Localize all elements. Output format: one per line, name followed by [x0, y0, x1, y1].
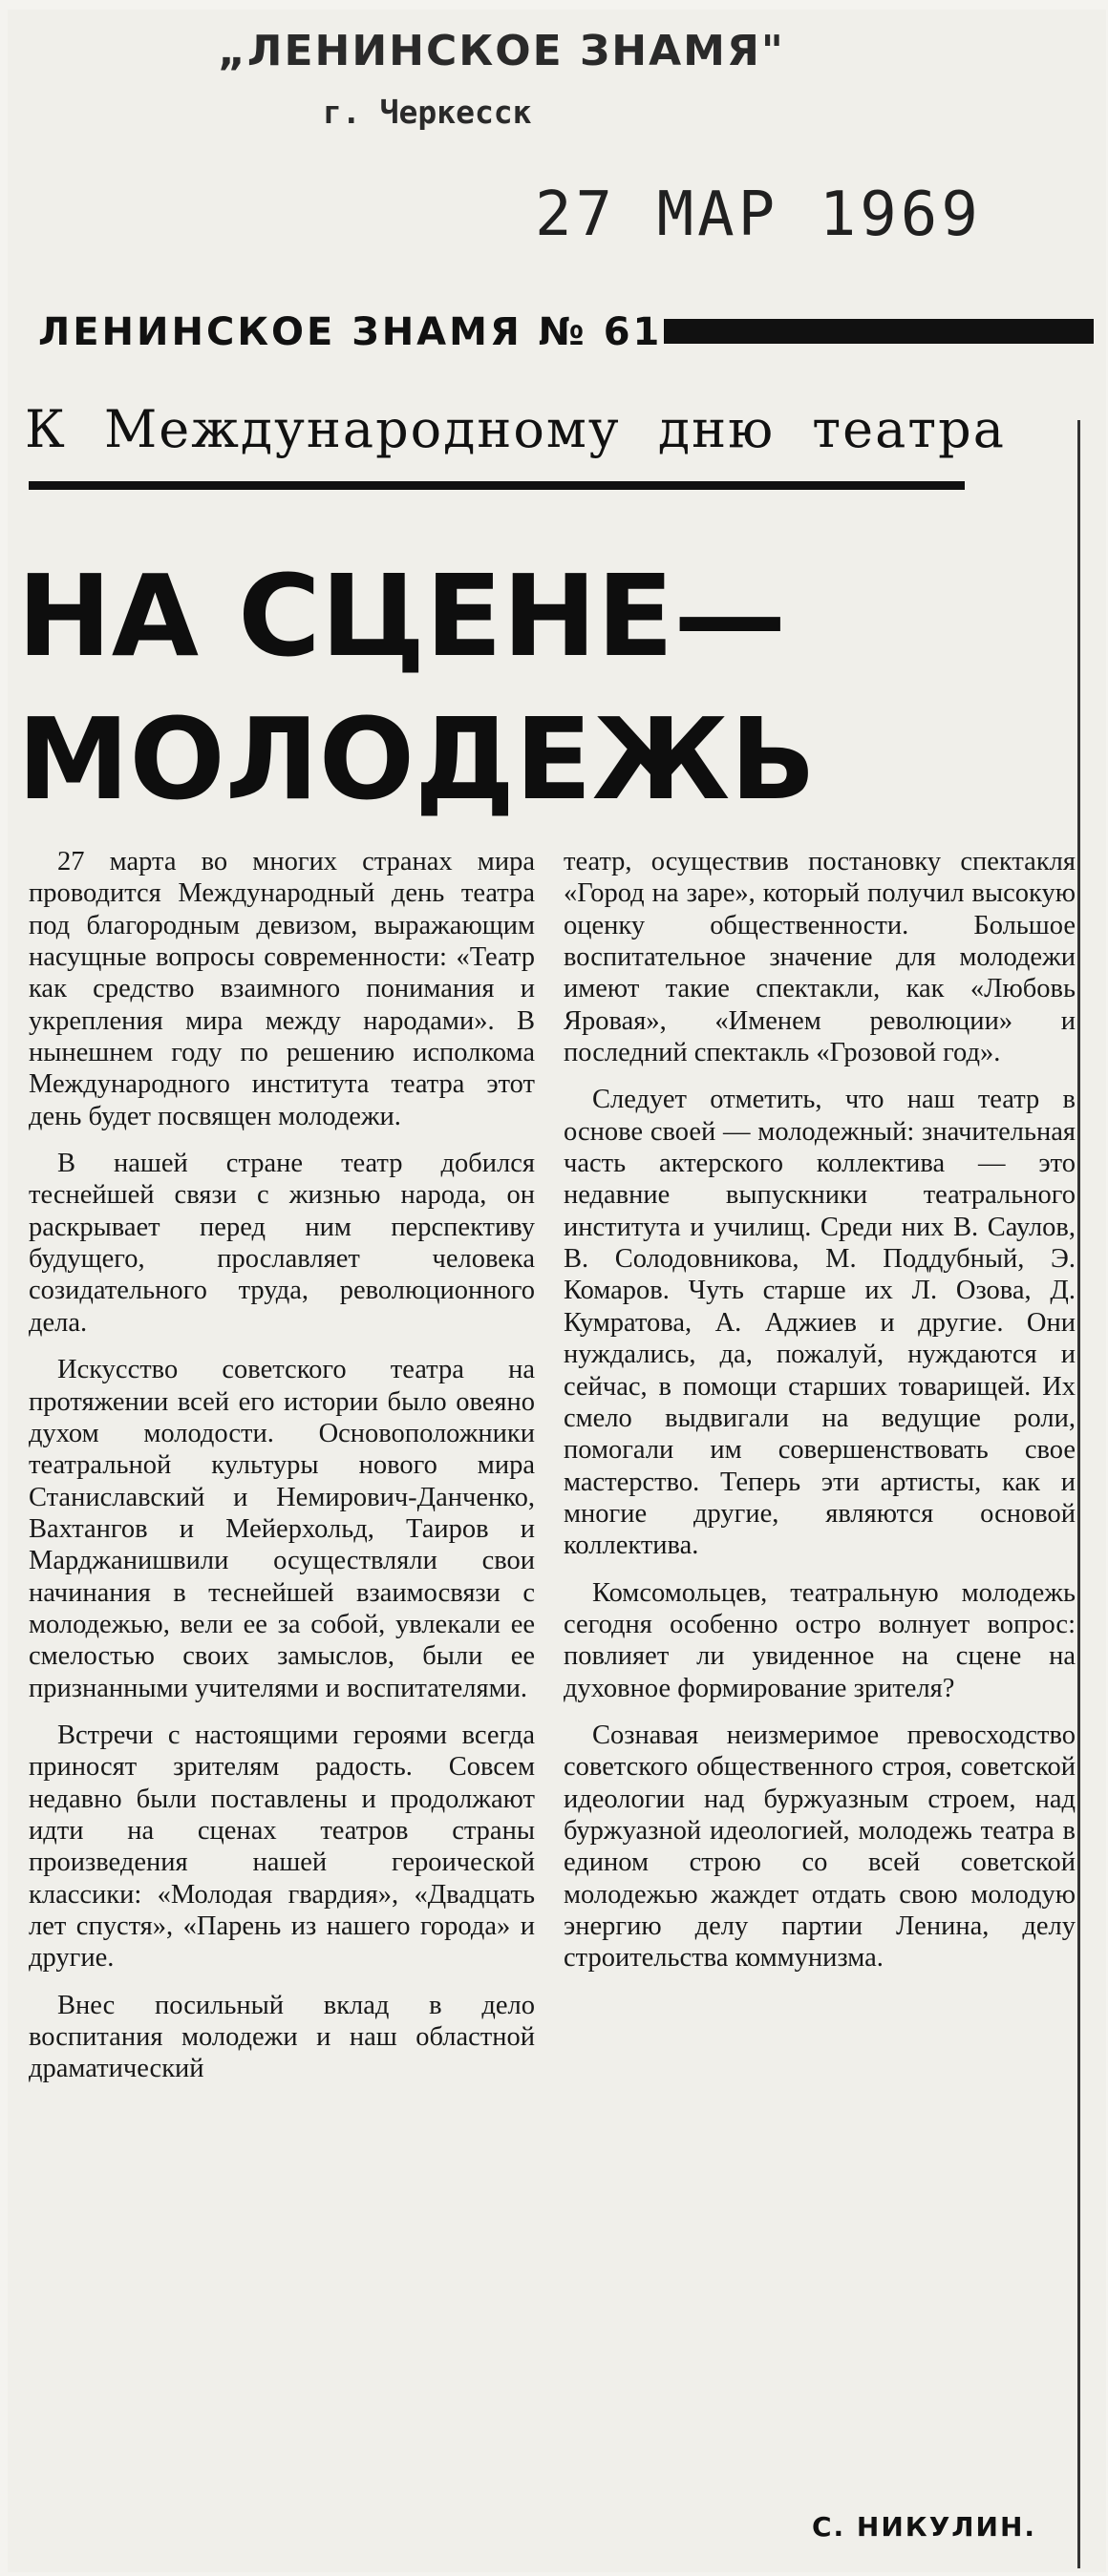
masthead-bar [664, 319, 1094, 344]
article-paragraph: Встречи с настоящими героями всегда приносят зрителям радость. Совсем недавно были поставлены и продолжают идти на сценах театров страны произведения нашей героической классики: «Молодая гвардия», «Двадцать лет спустя», «Парень из нашего города» и другие. [29, 1720, 535, 1974]
article-paragraph: театр, осуществив постановку спектакля «Город на заре», который получил высокую оценку общественности. Большое воспитательное значение для молодежи имеют такие спектакли, как «Любовь Яровая», «Именем революции» и последний спектакль «Грозовой год». [564, 847, 1076, 1068]
stamp-date: 27 МАР 1969 [535, 179, 982, 250]
kicker-rule [29, 481, 965, 490]
article-paragraph: Следует отметить, что наш театр в основе своей — молодежный: значительная часть актерского коллектива — это недавние выпускники театрального института и училищ. Среди них В. Саулов, В. Солодовникова, М. Поддубный, Э. Комаров. Чуть старше их Л. Озова, Д. Кумратова, А. Аджиев и другие. Они нуждались, да, пожалуй, нуждаются и сейчас, в помощи старших товарищей. Их смело выдвигали на ведущие роли, помогали им совершенствовать свое мастерство. Теперь эти артисты, как и многие другие, являются основой коллектива. [564, 1085, 1076, 1561]
headline [17, 544, 816, 831]
stamp-city: г. Черкесск [323, 94, 532, 131]
article-paragraph: 27 марта во многих странах мира проводится Международный день театра под благородным девизом, выражающим насущные вопросы современности: «Театр как средство взаимного понимания и укрепления мира между народами». В нынешнем году по решению исполкома Международного института театра этот день будет посвящен молодежи. [29, 847, 535, 1131]
article-paragraph: Искусство советского театра на протяжении всей его истории было овеяно духом молодости. Основоположники театральной культуры нового мира Станиславский и Немирович-Данченко, Вахтангов и Мейерхольд, Таиров и Марджанишвили осуществляли свои начинания в теснейшей взаимосвязи с молодежью, вели ее за собой, увлекали ее смелостью своих замыслов, были ее признанными учителями и воспитателями. [29, 1355, 535, 1703]
stamp-newspaper-name: „ЛЕНИНСКОЕ ЗНАМЯ" [218, 27, 785, 75]
article-column-right [564, 846, 1076, 1974]
article-paragraph: Сознавая неизмеримое превосходство советского общественного строя, советской идеологии над буржуазным строем, над буржуазной идеологией, молодежь театра в едином строю со всей советской молодежью жаждет отдать свою молодую энергию делу партии Ленина, делу строительства коммунизма. [564, 1720, 1076, 1974]
article-paragraph: Внес посильный вклад в дело воспитания молодежи и наш областной драматический [29, 1990, 535, 2084]
masthead: ЛЕНИНСКОЕ ЗНАМЯ № 61 [38, 310, 663, 354]
author-signature: С. НИКУЛИН. [812, 2511, 1037, 2543]
kicker: К Международному дню театра [25, 399, 1006, 459]
article-paragraph: Комсомольцев, театральную молодежь сегодня особенно остро волнует вопрос: повлияет ли увиденное на сцене на духовное формирование зрителя? [564, 1577, 1076, 1703]
headline-line-1: НА СЦЕНЕ— [17, 550, 787, 682]
headline-line-2: МОЛОДЕЖЬ [17, 693, 817, 825]
article-column-left [29, 846, 535, 2085]
column-rule [1077, 420, 1080, 2568]
article-paragraph: В нашей стране театр добился теснейшей связи с жизнью народа, он раскрывает перед ним перспективу будущего, прославляет человека созидательного труда, революционного дела. [29, 1149, 535, 1338]
